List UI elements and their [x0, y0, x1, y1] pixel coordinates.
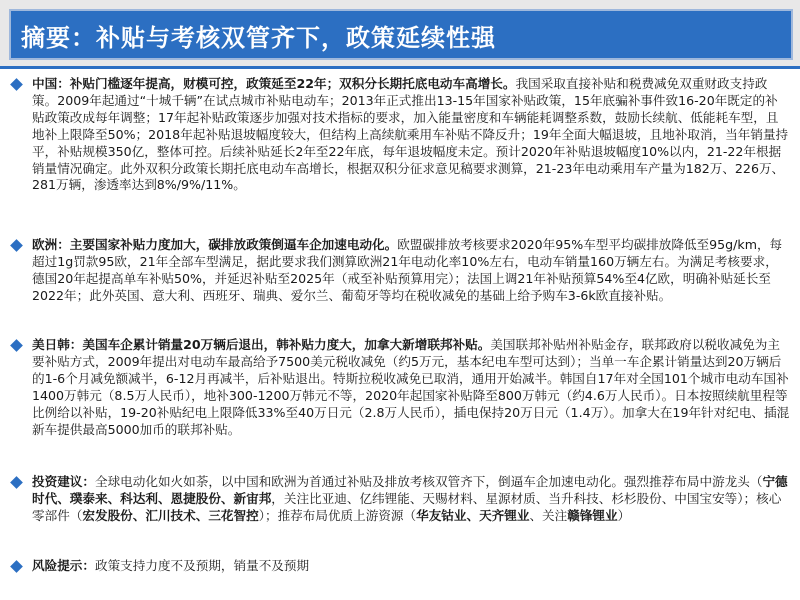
section-body: ）；推荐布局优质上游资源（: [258, 507, 417, 523]
page-title: 摘要：补贴与考核双管齐下，政策延续性强: [21, 24, 496, 52]
section-lead: 美日韩：美国车企累计销量20万辆后退出，韩补贴力度大，加拿大新增联邦补贴。: [32, 337, 491, 352]
section-lead: 风险提示：: [32, 558, 95, 573]
recommended-stocks: 宁德时代、璞泰来、科达利、恩捷股份、新宙邦: [32, 474, 788, 506]
diamond-bullet-icon: [10, 560, 23, 573]
diamond-bullet-icon: [10, 339, 23, 352]
title-bar: [0, 0, 800, 66]
section-body: 我国采取直接补贴和税费减免双重财政支持政策。2009年起通过“十城千辆”在试点城市补贴电动车；2013年正式推出13-15年国家补贴政策，15年底骗补事件致16-20年既定的补贴政策改成每年调整；17年起补贴政策逐步加强对技术指标的要求，加入能量密度和车辆能耗调整系数，鼓励长续航、低能耗车型，且地补上限降至50%；2018年起补贴退坡幅度较大，但结构上高续航乘用车补贴不降反升；19年全面大幅退坡，且地补取消，当年销量持平，补贴规模350亿，整体可控。后续补贴延长2年至22年底，每年退坡幅度未定。预计2020年补贴退坡幅度10%以内，21-22年根据销量情况确定。此外双积分政策长期托底电动车高增长，根据双积分征求意见稿要求测算，21-23年电动乘用车产量为182万、226万、281万辆，渗透率达到8%/9%/11%。: [32, 76, 789, 193]
section-body: 欧盟碳排放考核要求2020年95%车型平均碳排放降低至95g/km，每超过1g罚款95欧，21年全部车型满足，据此要求我们测算欧洲21年电动化率10%左右，电动车销量160万辆左右。为满足考核要求，德国20年起提高单车补贴50%，并延迟补贴至2025年（戒至补贴预算用完）；法国上调21年补贴预算54%至4亿欧，明确补贴延长至2022年；此外英国、意大利、西班牙、瑞典、爱尔兰、葡萄牙等均在税收减免的基础上给予购车3-6k欧直接补贴。: [32, 237, 783, 303]
section-lead: 投资建议：: [32, 474, 95, 489]
section-body: 全球电动化如火如荼，以中国和欧洲为首通过补贴及排放考核双管齐下，倒逼车企加速电动化。强烈推荐布局中游龙头（: [94, 474, 763, 489]
section-body: 美国联邦补贴州补贴金存，联邦政府以税收减免为主要补贴方式，2009年提出对电动车最高给予7500美元税收减免（约5万元，基本纪电车型可达到）；当单一车企累计销量达到20万辆后的1-6个月减免额减半，6-12月再减半，后补贴退出。特斯拉税收减免已取消，通用开始减半。韩国自17年对全国101个城市电动车国补1400万韩元（8.5万人民币），地补300-1200万韩元不等，2020年起国家补贴降至800万韩元（约4.6万人民币）。日本按照续航里程等比例给以补贴，19-20补贴纪电上限降低33%至40万日元（2.8万人民币），插电保持20万日元（1.4万）。加拿大在19年针对纪电、插混新车提供最高5000加币的联邦补贴。: [32, 337, 790, 437]
section-risk: [8, 558, 790, 578]
section-investment: [8, 474, 790, 558]
section-lead: 中国：补贴门槛逐年提高，财模可控，政策延至22年；双积分长期托底电动车高增长。: [32, 76, 516, 91]
section-europe: [8, 237, 790, 337]
section-body: 政策支持力度不及预期，销量不及预期: [94, 558, 310, 573]
title-divider: [0, 66, 800, 69]
section-china: [8, 76, 790, 237]
diamond-bullet-icon: [10, 78, 23, 91]
section-body: ）: [617, 507, 631, 523]
section-body: 、关注: [529, 507, 568, 523]
diamond-bullet-icon: [10, 476, 23, 489]
recommended-stocks: 华友钴业、天齐锂业: [416, 507, 530, 523]
recommended-stocks: 赣锋锂业: [567, 507, 618, 523]
section-body: ，关注比亚迪、亿纬锂能、天赐材料、星源材质、当升科技、杉杉股份、中国宝安等）；核心零部件（: [32, 490, 782, 523]
section-us-japan-korea: [8, 337, 790, 474]
summary-content: [8, 76, 790, 578]
diamond-bullet-icon: [10, 239, 23, 252]
title-box: [9, 9, 793, 60]
recommended-stocks: 宏发股份、汇川技术、三花智控: [82, 507, 259, 523]
section-lead: 欧洲：主要国家补贴力度加大，碳排放政策倒逼车企加速电动化。: [32, 237, 398, 252]
